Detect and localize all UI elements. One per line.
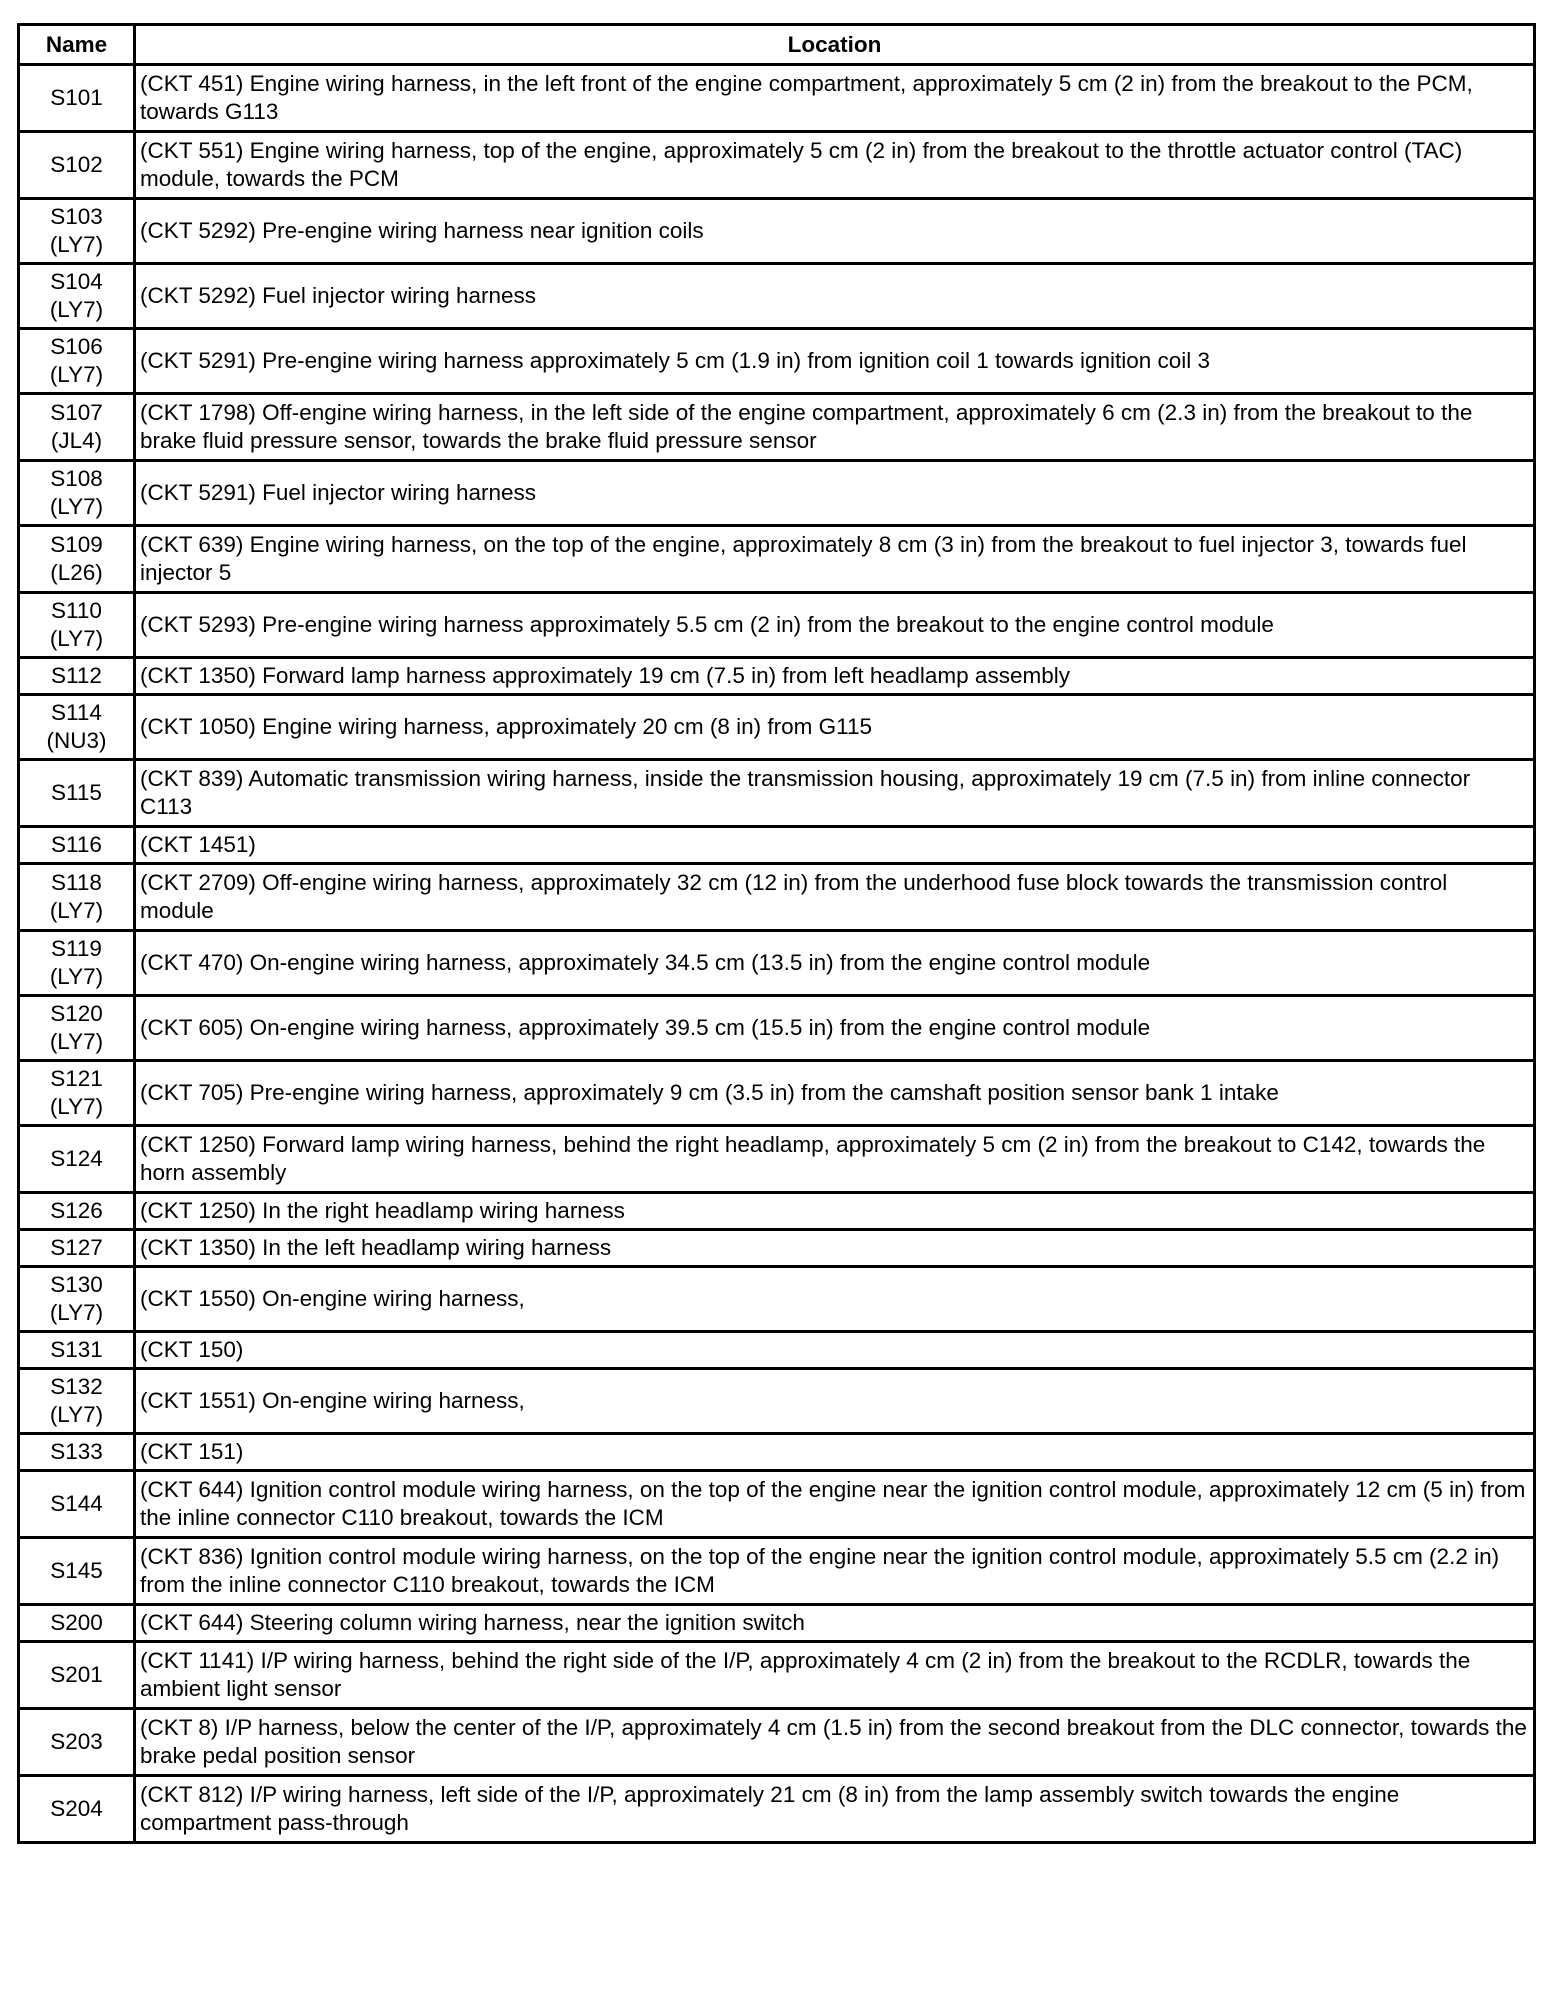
table-row <box>19 827 1535 864</box>
table-row <box>19 526 1535 593</box>
engine-option-code: (LY7) <box>49 232 104 257</box>
splice-name-cell <box>19 1642 135 1709</box>
splice-location-cell: (CKT 1141) I/P wiring harness, behind the right side of the I/P, approximately 4 cm (2 in) from the breakout to the RCDLR, towards the ambient light sensor <box>135 1642 1535 1709</box>
engine-option-code: (LY7) <box>49 1402 104 1427</box>
splice-name-cell <box>19 329 135 394</box>
splice-name: S112 <box>51 663 102 688</box>
splice-location-cell: (CKT 551) Engine wiring harness, top of the engine, approximately 5 cm (2 in) from the breakout to the throttle actuator control (TAC) module, towards the PCM <box>135 132 1535 199</box>
engine-option-code: (LY7) <box>49 964 104 989</box>
table-row <box>19 1230 1535 1267</box>
splice-location-cell: (CKT 5292) Fuel injector wiring harness <box>135 264 1535 329</box>
table-row <box>19 461 1535 526</box>
table-body <box>19 65 1535 1843</box>
splice-name-cell <box>19 1193 135 1230</box>
splice-location-cell: (CKT 839) Automatic transmission wiring harness, inside the transmission housing, approximately 19 cm (7.5 in) from inline connector C113 <box>135 760 1535 827</box>
table-row <box>19 658 1535 695</box>
splice-name-cell <box>19 695 135 760</box>
splice-name: S102 <box>50 152 103 177</box>
table-row <box>19 1193 1535 1230</box>
splice-name-cell <box>19 760 135 827</box>
splice-name: S200 <box>50 1610 103 1635</box>
splice-name-cell <box>19 864 135 931</box>
table-row <box>19 1538 1535 1605</box>
splice-location-cell: (CKT 470) On-engine wiring harness, approximately 34.5 cm (13.5 in) from the engine control module <box>135 931 1535 996</box>
splice-location-cell: (CKT 150) <box>135 1332 1535 1369</box>
splice-location-cell: (CKT 1451) <box>135 827 1535 864</box>
splice-name: S115 <box>51 780 102 805</box>
splice-name-cell <box>19 996 135 1061</box>
splice-name-cell <box>19 1267 135 1332</box>
table-row <box>19 1126 1535 1193</box>
table-row <box>19 760 1535 827</box>
column-header-location: Location <box>135 25 1535 65</box>
table-row <box>19 864 1535 931</box>
splice-name: S110 <box>51 598 102 623</box>
splice-name-cell <box>19 199 135 264</box>
splice-location-cell: (CKT 1798) Off-engine wiring harness, in the left side of the engine compartment, approximately 6 cm (2.3 in) from the breakout to the brake fluid pressure sensor, towards the brake fluid pressure sensor <box>135 394 1535 461</box>
splice-name-cell <box>19 1605 135 1642</box>
splice-name: S132 <box>50 1374 103 1399</box>
splice-name-cell <box>19 461 135 526</box>
table-row <box>19 1369 1535 1434</box>
splice-location-cell: (CKT 451) Engine wiring harness, in the left front of the engine compartment, approximately 5 cm (2 in) from the breakout to the PCM, towards G113 <box>135 65 1535 132</box>
table-row <box>19 1471 1535 1538</box>
splice-location-cell: (CKT 2709) Off-engine wiring harness, approximately 32 cm (12 in) from the underhood fuse block towards the transmission control module <box>135 864 1535 931</box>
table-row <box>19 1332 1535 1369</box>
splice-name-cell <box>19 931 135 996</box>
engine-option-code: (L26) <box>50 560 103 585</box>
splice-name: S130 <box>50 1272 103 1297</box>
splice-name: S121 <box>50 1066 103 1091</box>
table-row <box>19 199 1535 264</box>
splice-name-cell <box>19 526 135 593</box>
table-row <box>19 329 1535 394</box>
engine-option-code: (LY7) <box>49 1300 104 1325</box>
table-row <box>19 1709 1535 1776</box>
engine-option-code: (NU3) <box>46 728 107 753</box>
splice-name: S126 <box>50 1198 103 1223</box>
splice-name-cell <box>19 658 135 695</box>
engine-option-code: (LY7) <box>49 1029 104 1054</box>
splice-location-sheet <box>17 23 1533 1844</box>
splice-location-cell: (CKT 1550) On-engine wiring harness, <box>135 1267 1535 1332</box>
splice-name-cell <box>19 1434 135 1471</box>
splice-location-table <box>17 23 1536 1844</box>
splice-location-cell: (CKT 5291) Pre-engine wiring harness approximately 5 cm (1.9 in) from ignition coil 1 towards ignition coil 3 <box>135 329 1535 394</box>
table-row <box>19 996 1535 1061</box>
table-row <box>19 132 1535 199</box>
splice-location-cell: (CKT 151) <box>135 1434 1535 1471</box>
splice-name: S144 <box>50 1491 103 1516</box>
splice-location-cell: (CKT 1551) On-engine wiring harness, <box>135 1369 1535 1434</box>
table-row <box>19 931 1535 996</box>
splice-name: S108 <box>50 466 103 491</box>
table-row <box>19 65 1535 132</box>
splice-name-cell <box>19 1538 135 1605</box>
engine-option-code: (LY7) <box>49 362 104 387</box>
splice-name-cell <box>19 1230 135 1267</box>
splice-location-cell: (CKT 5293) Pre-engine wiring harness approximately 5.5 cm (2 in) from the breakout to the engine control module <box>135 593 1535 658</box>
splice-name: S120 <box>50 1001 103 1026</box>
engine-option-code: (JL4) <box>50 428 103 453</box>
splice-name-cell <box>19 1369 135 1434</box>
splice-location-cell: (CKT 1250) In the right headlamp wiring harness <box>135 1193 1535 1230</box>
splice-name: S201 <box>50 1662 103 1687</box>
table-row <box>19 1605 1535 1642</box>
engine-option-code: (LY7) <box>49 626 104 651</box>
splice-name-cell <box>19 827 135 864</box>
splice-name: S101 <box>50 85 103 110</box>
splice-name-cell <box>19 1126 135 1193</box>
splice-name-cell <box>19 593 135 658</box>
splice-name-cell <box>19 1709 135 1776</box>
splice-name-cell <box>19 1061 135 1126</box>
table-header-row <box>19 25 1535 65</box>
splice-name-cell <box>19 1471 135 1538</box>
splice-location-cell: (CKT 5292) Pre-engine wiring harness near ignition coils <box>135 199 1535 264</box>
splice-location-cell: (CKT 5291) Fuel injector wiring harness <box>135 461 1535 526</box>
splice-location-cell: (CKT 1350) Forward lamp harness approximately 19 cm (7.5 in) from left headlamp assembly <box>135 658 1535 695</box>
table-row <box>19 394 1535 461</box>
splice-name: S107 <box>50 400 103 425</box>
splice-location-cell: (CKT 644) Steering column wiring harness, near the ignition switch <box>135 1605 1535 1642</box>
splice-name: S109 <box>50 532 103 557</box>
table-row <box>19 1061 1535 1126</box>
splice-name: S131 <box>50 1337 103 1362</box>
splice-location-cell: (CKT 812) I/P wiring harness, left side of the I/P, approximately 21 cm (8 in) from the lamp assembly switch towards the engine compartment pass-through <box>135 1776 1535 1843</box>
table-row <box>19 593 1535 658</box>
splice-name: S127 <box>50 1235 103 1260</box>
splice-location-cell: (CKT 705) Pre-engine wiring harness, approximately 9 cm (3.5 in) from the camshaft position sensor bank 1 intake <box>135 1061 1535 1126</box>
splice-name: S104 <box>50 269 103 294</box>
splice-name-cell <box>19 132 135 199</box>
splice-location-cell: (CKT 605) On-engine wiring harness, approximately 39.5 cm (15.5 in) from the engine control module <box>135 996 1535 1061</box>
splice-location-cell: (CKT 639) Engine wiring harness, on the top of the engine, approximately 8 cm (3 in) from the breakout to fuel injector 3, towards fuel injector 5 <box>135 526 1535 593</box>
table-row <box>19 264 1535 329</box>
splice-name: S116 <box>51 832 102 857</box>
splice-name: S119 <box>51 936 102 961</box>
engine-option-code: (LY7) <box>49 494 104 519</box>
column-header-name: Name <box>19 25 135 65</box>
splice-name-cell <box>19 1776 135 1843</box>
table-row <box>19 1267 1535 1332</box>
splice-location-cell: (CKT 8) I/P harness, below the center of the I/P, approximately 4 cm (1.5 in) from the second breakout from the DLC connector, towards the brake pedal position sensor <box>135 1709 1535 1776</box>
splice-name: S118 <box>51 870 102 895</box>
engine-option-code: (LY7) <box>49 898 104 923</box>
splice-name: S106 <box>50 334 103 359</box>
table-row <box>19 1434 1535 1471</box>
engine-option-code: (LY7) <box>49 297 104 322</box>
splice-name-cell <box>19 65 135 132</box>
splice-name: S124 <box>50 1146 103 1171</box>
splice-name: S103 <box>50 204 103 229</box>
table-row <box>19 1776 1535 1843</box>
splice-location-cell: (CKT 1050) Engine wiring harness, approximately 20 cm (8 in) from G115 <box>135 695 1535 760</box>
table-row <box>19 695 1535 760</box>
splice-name: S204 <box>50 1796 103 1821</box>
splice-name-cell <box>19 394 135 461</box>
engine-option-code: (LY7) <box>49 1094 104 1119</box>
splice-location-cell: (CKT 644) Ignition control module wiring harness, on the top of the engine near the ignition control module, approximately 12 cm (5 in) from the inline connector C110 breakout, towards the ICM <box>135 1471 1535 1538</box>
splice-location-cell: (CKT 836) Ignition control module wiring harness, on the top of the engine near the ignition control module, approximately 5.5 cm (2.2 in) from the inline connector C110 breakout, towards the ICM <box>135 1538 1535 1605</box>
splice-name-cell <box>19 264 135 329</box>
splice-name-cell <box>19 1332 135 1369</box>
splice-location-cell: (CKT 1350) In the left headlamp wiring harness <box>135 1230 1535 1267</box>
splice-name: S203 <box>50 1729 103 1754</box>
table-row <box>19 1642 1535 1709</box>
splice-name: S133 <box>50 1439 103 1464</box>
splice-name: S145 <box>50 1558 103 1583</box>
splice-location-cell: (CKT 1250) Forward lamp wiring harness, behind the right headlamp, approximately 5 cm (2 in) from the breakout to C142, towards the horn assembly <box>135 1126 1535 1193</box>
splice-name: S114 <box>51 700 102 725</box>
